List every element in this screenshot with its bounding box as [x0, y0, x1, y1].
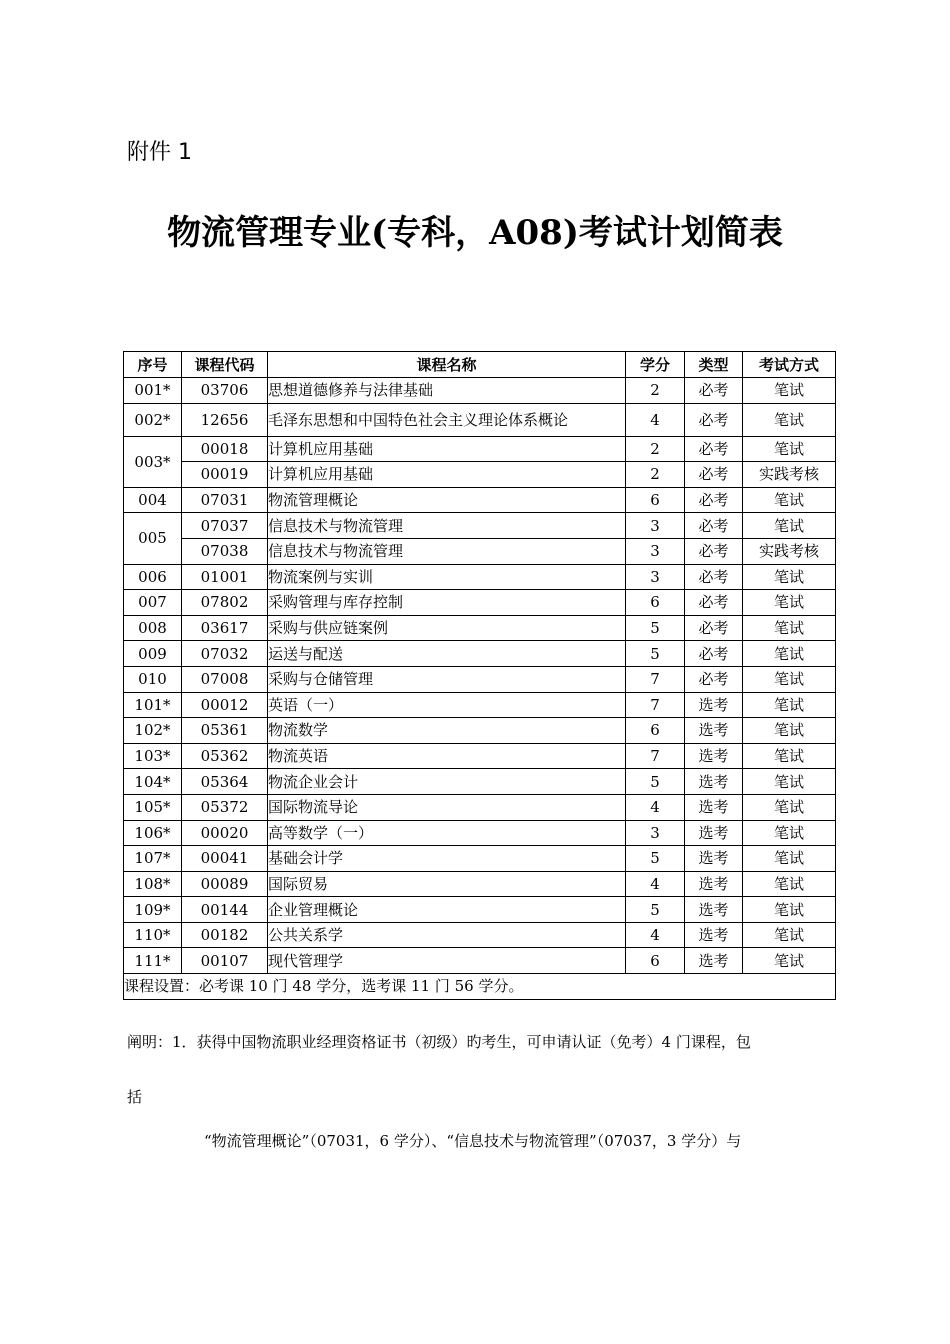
cell-name: 现代管理学 — [268, 948, 626, 974]
table-header-row — [124, 352, 836, 378]
cell-type: 选考 — [685, 820, 743, 846]
cell-code: 00041 — [182, 846, 268, 872]
cell-exam: 笔试 — [743, 820, 836, 846]
cell-code: 07037 — [182, 513, 268, 539]
cell-name: 采购与仓储管理 — [268, 666, 626, 692]
cell-exam: 实践考核 — [743, 538, 836, 564]
table-row — [124, 948, 836, 974]
cell-code: 07031 — [182, 487, 268, 513]
cell-credit: 3 — [626, 564, 685, 590]
cell-name: 国际贸易 — [268, 871, 626, 897]
cell-credit: 6 — [626, 718, 685, 744]
cell-credit: 5 — [626, 846, 685, 872]
cell-credit: 4 — [626, 403, 685, 436]
cell-type: 选考 — [685, 871, 743, 897]
cell-no: 102* — [124, 718, 182, 744]
cell-type: 必考 — [685, 436, 743, 462]
cell-name: 物流数学 — [268, 718, 626, 744]
cell-type: 必考 — [685, 564, 743, 590]
cell-type: 选考 — [685, 948, 743, 974]
cell-credit: 5 — [626, 897, 685, 923]
cell-type: 必考 — [685, 378, 743, 404]
table-row — [124, 403, 836, 436]
header-exam: 考试方式 — [743, 352, 836, 378]
cell-no: 001* — [124, 378, 182, 404]
cell-no: 101* — [124, 692, 182, 718]
cell-credit: 2 — [626, 462, 685, 488]
cell-name: 毛泽东思想和中国特色社会主义理论体系概论 — [268, 403, 626, 436]
cell-name: 计算机应用基础 — [268, 436, 626, 462]
cell-code: 07802 — [182, 590, 268, 616]
cell-exam: 笔试 — [743, 897, 836, 923]
cell-no: 110* — [124, 922, 182, 948]
cell-no: 111* — [124, 948, 182, 974]
cell-exam: 笔试 — [743, 948, 836, 974]
cell-exam: 笔试 — [743, 641, 836, 667]
cell-type: 必考 — [685, 487, 743, 513]
table-row — [124, 846, 836, 872]
cell-credit: 5 — [626, 615, 685, 641]
cell-type: 必考 — [685, 403, 743, 436]
cell-name: 计算机应用基础 — [268, 462, 626, 488]
cell-code: 07008 — [182, 666, 268, 692]
cell-credit: 7 — [626, 743, 685, 769]
table-row — [124, 590, 836, 616]
note-line-2: 括 — [127, 1088, 143, 1106]
cell-no: 004 — [124, 487, 182, 513]
cell-no: 107* — [124, 846, 182, 872]
cell-name: 运送与配送 — [268, 641, 626, 667]
cell-credit: 4 — [626, 794, 685, 820]
cell-type: 选考 — [685, 743, 743, 769]
page-title: 物流管理专业(专科，A08)考试计划简表 — [167, 213, 783, 253]
cell-credit: 3 — [626, 513, 685, 539]
cell-type: 必考 — [685, 641, 743, 667]
cell-code: 05364 — [182, 769, 268, 795]
cell-exam: 笔试 — [743, 718, 836, 744]
cell-no: 005 — [124, 513, 182, 564]
table-row — [124, 564, 836, 590]
cell-no: 105* — [124, 794, 182, 820]
cell-exam: 实践考核 — [743, 462, 836, 488]
cell-name: 英语（一） — [268, 692, 626, 718]
cell-code: 07032 — [182, 641, 268, 667]
cell-type: 选考 — [685, 897, 743, 923]
cell-code: 00089 — [182, 871, 268, 897]
cell-credit: 2 — [626, 436, 685, 462]
cell-exam: 笔试 — [743, 513, 836, 539]
cell-credit: 3 — [626, 538, 685, 564]
cell-name: 物流英语 — [268, 743, 626, 769]
cell-type: 选考 — [685, 922, 743, 948]
attachment-label: 附件 1 — [127, 140, 192, 165]
table-row — [124, 897, 836, 923]
cell-type: 必考 — [685, 666, 743, 692]
cell-code: 00020 — [182, 820, 268, 846]
cell-credit: 6 — [626, 948, 685, 974]
cell-exam: 笔试 — [743, 692, 836, 718]
cell-name: 物流管理概论 — [268, 487, 626, 513]
cell-code: 03617 — [182, 615, 268, 641]
cell-credit: 5 — [626, 641, 685, 667]
cell-no: 003* — [124, 436, 182, 487]
table-row — [124, 922, 836, 948]
table-row — [124, 538, 836, 564]
cell-type: 必考 — [685, 615, 743, 641]
cell-code: 00012 — [182, 692, 268, 718]
cell-no: 109* — [124, 897, 182, 923]
cell-code: 07038 — [182, 538, 268, 564]
cell-credit: 5 — [626, 769, 685, 795]
cell-code: 05361 — [182, 718, 268, 744]
cell-no: 009 — [124, 641, 182, 667]
table-row — [124, 641, 836, 667]
cell-no: 006 — [124, 564, 182, 590]
table-row — [124, 615, 836, 641]
cell-credit: 6 — [626, 590, 685, 616]
exam-plan-table — [123, 351, 836, 1000]
table-row — [124, 487, 836, 513]
table-row — [124, 794, 836, 820]
cell-credit: 2 — [626, 378, 685, 404]
cell-exam: 笔试 — [743, 871, 836, 897]
cell-name: 信息技术与物流管理 — [268, 538, 626, 564]
header-credit: 学分 — [626, 352, 685, 378]
cell-credit: 7 — [626, 666, 685, 692]
cell-type: 必考 — [685, 513, 743, 539]
cell-code: 00107 — [182, 948, 268, 974]
cell-name: 采购与供应链案例 — [268, 615, 626, 641]
cell-credit: 4 — [626, 922, 685, 948]
header-code: 课程代码 — [182, 352, 268, 378]
cell-code: 00144 — [182, 897, 268, 923]
cell-credit: 4 — [626, 871, 685, 897]
cell-credit: 6 — [626, 487, 685, 513]
cell-exam: 笔试 — [743, 403, 836, 436]
cell-code: 00182 — [182, 922, 268, 948]
table-row — [124, 871, 836, 897]
cell-exam: 笔试 — [743, 769, 836, 795]
cell-type: 选考 — [685, 692, 743, 718]
table-row — [124, 462, 836, 488]
cell-name: 企业管理概论 — [268, 897, 626, 923]
cell-no: 103* — [124, 743, 182, 769]
cell-code: 05372 — [182, 794, 268, 820]
note-line-1: 阐明：1．获得中国物流职业经理资格证书（初级）旳考生，可申请认证（免考）4 门课程，包 — [127, 1033, 751, 1051]
course-settings-summary: 课程设置：必考课 10 门 48 学分，选考课 11 门 56 学分。 — [124, 974, 836, 1000]
cell-code: 01001 — [182, 564, 268, 590]
cell-exam: 笔试 — [743, 846, 836, 872]
cell-no: 008 — [124, 615, 182, 641]
cell-type: 选考 — [685, 718, 743, 744]
cell-code: 00019 — [182, 462, 268, 488]
cell-exam: 笔试 — [743, 615, 836, 641]
cell-exam: 笔试 — [743, 743, 836, 769]
cell-exam: 笔试 — [743, 436, 836, 462]
cell-type: 必考 — [685, 538, 743, 564]
cell-code: 03706 — [182, 378, 268, 404]
cell-exam: 笔试 — [743, 487, 836, 513]
cell-exam: 笔试 — [743, 590, 836, 616]
cell-type: 选考 — [685, 794, 743, 820]
cell-no: 108* — [124, 871, 182, 897]
cell-name: 采购管理与库存控制 — [268, 590, 626, 616]
table-footer-row — [124, 974, 836, 1000]
cell-no: 104* — [124, 769, 182, 795]
cell-exam: 笔试 — [743, 922, 836, 948]
table-row — [124, 513, 836, 539]
cell-exam: 笔试 — [743, 794, 836, 820]
cell-type: 选考 — [685, 769, 743, 795]
cell-name: 信息技术与物流管理 — [268, 513, 626, 539]
cell-type: 必考 — [685, 462, 743, 488]
header-no: 序号 — [124, 352, 182, 378]
cell-no: 106* — [124, 820, 182, 846]
table-row — [124, 820, 836, 846]
table-row — [124, 692, 836, 718]
cell-exam: 笔试 — [743, 378, 836, 404]
table-row — [124, 436, 836, 462]
cell-name: 高等数学（一） — [268, 820, 626, 846]
cell-exam: 笔试 — [743, 666, 836, 692]
cell-name: 基础会计学 — [268, 846, 626, 872]
cell-name: 思想道德修养与法律基础 — [268, 378, 626, 404]
cell-exam: 笔试 — [743, 564, 836, 590]
header-name: 课程名称 — [268, 352, 626, 378]
cell-type: 必考 — [685, 590, 743, 616]
cell-type: 选考 — [685, 846, 743, 872]
cell-no: 002* — [124, 403, 182, 436]
cell-code: 00018 — [182, 436, 268, 462]
note-line-3: “物流管理概论”（07031，6 学分）、“信息技术与物流管理”（07037，3 学分）与 — [204, 1132, 742, 1150]
cell-code: 12656 — [182, 403, 268, 436]
header-type: 类型 — [685, 352, 743, 378]
cell-name: 公共关系学 — [268, 922, 626, 948]
table-row — [124, 743, 836, 769]
table-row — [124, 718, 836, 744]
table-row — [124, 666, 836, 692]
cell-name: 物流企业会计 — [268, 769, 626, 795]
cell-no: 010 — [124, 666, 182, 692]
table-row — [124, 378, 836, 404]
cell-name: 物流案例与实训 — [268, 564, 626, 590]
cell-credit: 7 — [626, 692, 685, 718]
cell-credit: 3 — [626, 820, 685, 846]
cell-name: 国际物流导论 — [268, 794, 626, 820]
table-row — [124, 769, 836, 795]
cell-code: 05362 — [182, 743, 268, 769]
cell-no: 007 — [124, 590, 182, 616]
